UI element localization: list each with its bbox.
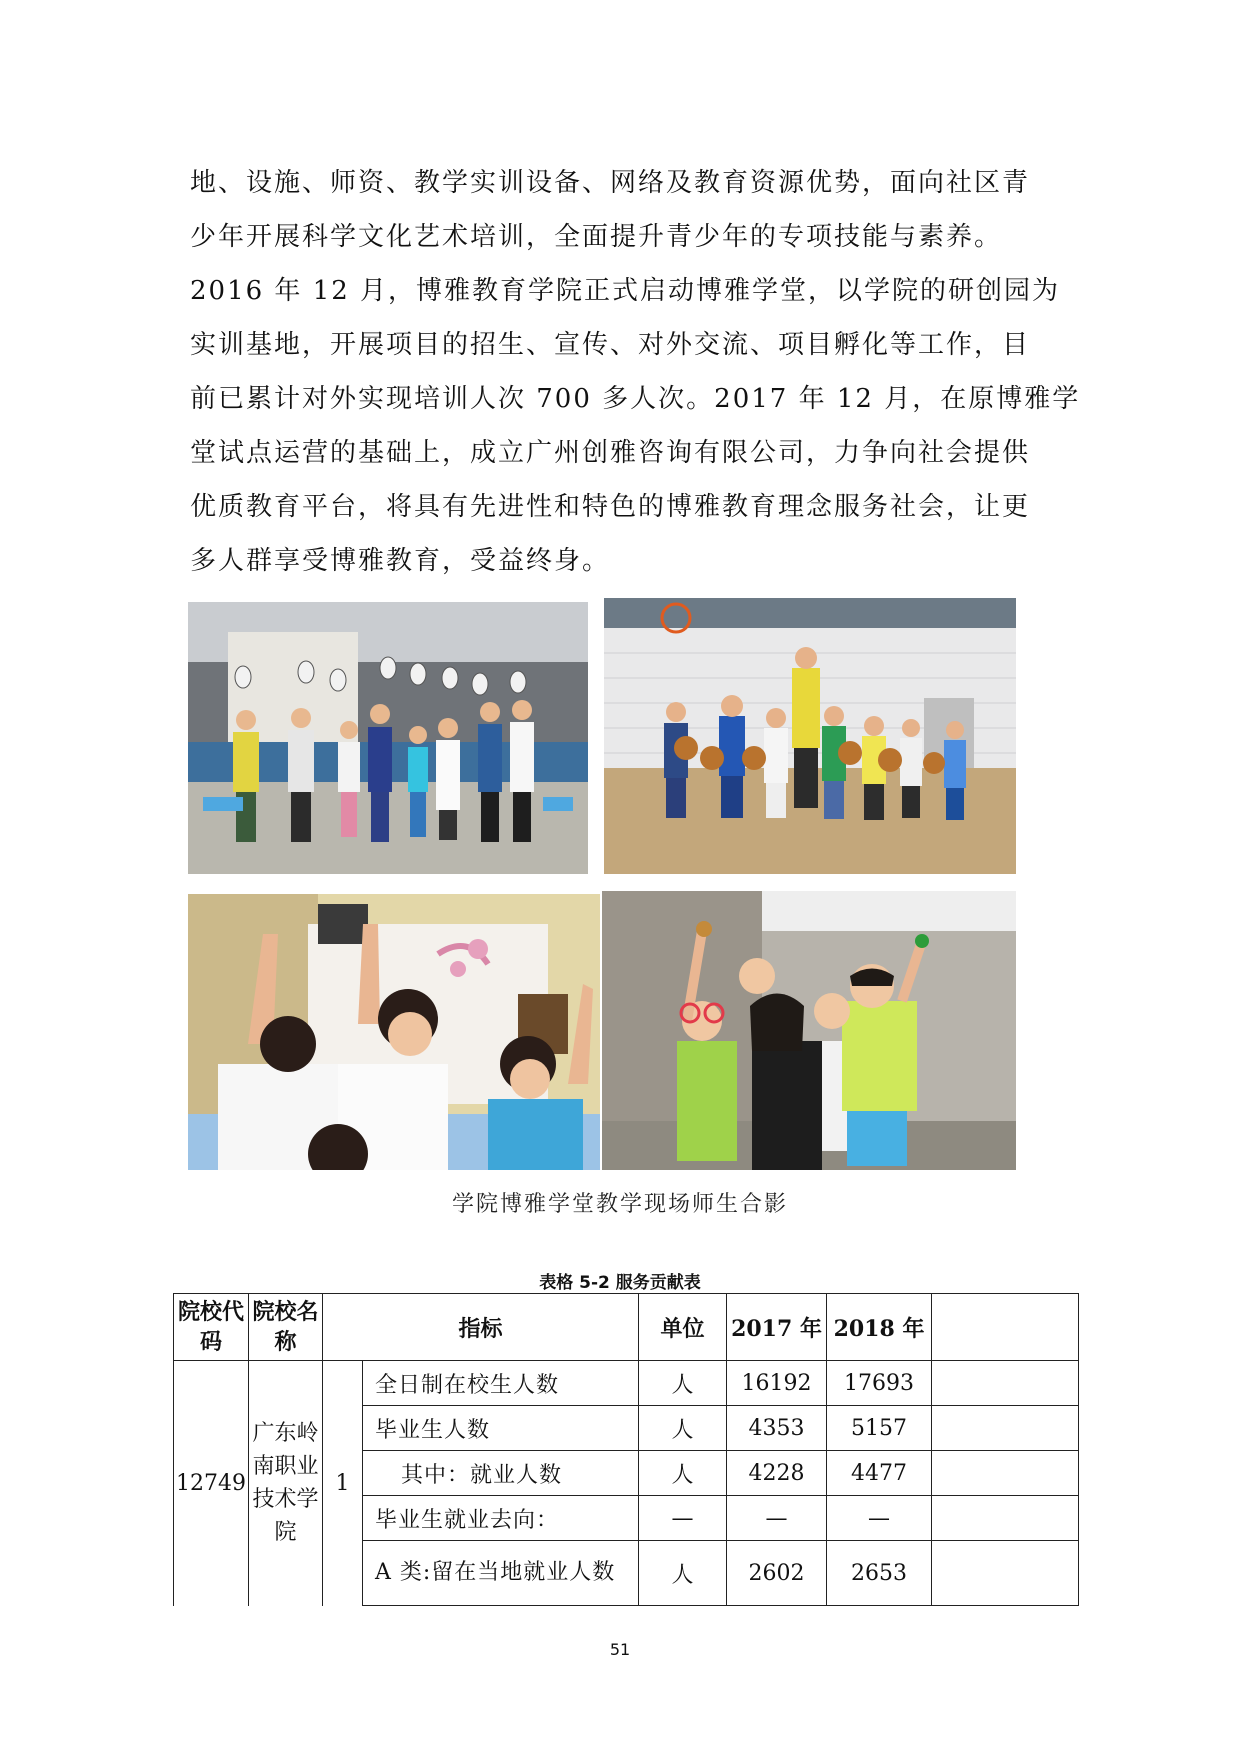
extra-cell [932, 1361, 1079, 1406]
value-2018-cell: 5157 [827, 1406, 932, 1451]
value-2018-cell: — [827, 1496, 932, 1541]
body-paragraph [190, 156, 1081, 588]
header-school-name: 院校名称 [249, 1294, 323, 1361]
photo-dance-class [188, 894, 600, 1170]
value-2017-cell: — [727, 1496, 827, 1541]
paragraph-line: 优质教育平台，将具有先进性和特色的博雅教育理念服务社会，让更 [190, 492, 1031, 522]
extra-cell [932, 1451, 1079, 1496]
unit-cell: 人 [639, 1361, 727, 1406]
value-2017-cell: 4228 [727, 1451, 827, 1496]
paragraph-line: 堂试点运营的基础上，成立广州创雅咨询有限公司，力争向社会提供 [190, 438, 1031, 468]
header-2018: 2018 年 [827, 1294, 932, 1361]
school-name-cell: 广东岭南职业技术学院 [249, 1361, 323, 1606]
table-caption: 表格 5-2 服务贡献表 [539, 1273, 701, 1293]
paragraph-line: 多人群享受博雅教育，受益终身。 [190, 546, 611, 576]
indicator-cell: 全日制在校生人数 [363, 1361, 639, 1406]
unit-cell: 人 [639, 1406, 727, 1451]
header-indicator: 指标 [323, 1294, 639, 1361]
value-2018-cell: 17693 [827, 1361, 932, 1406]
service-contribution-table [173, 1293, 1079, 1606]
paragraph-line: 2016 年 12 月，博雅教育学院正式启动博雅学堂，以学院的研创园为 [190, 276, 1061, 306]
extra-cell [932, 1496, 1079, 1541]
paragraph-line: 前已累计对外实现培训人次 700 多人次。2017 年 12 月，在原博雅学 [190, 384, 1081, 414]
table-header-row [174, 1294, 1079, 1361]
extra-cell [932, 1406, 1079, 1451]
indicator-cell: A 类:留在当地就业人数 [363, 1541, 639, 1606]
extra-cell [932, 1541, 1079, 1606]
header-unit: 单位 [639, 1294, 727, 1361]
table-row [174, 1361, 1079, 1406]
header-extra [932, 1294, 1079, 1361]
unit-cell: 人 [639, 1451, 727, 1496]
photo-basketball-group [604, 598, 1016, 874]
item-number-cell: 1 [323, 1361, 363, 1606]
photo-caption: 学院博雅学堂教学现场师生合影 [451, 1192, 788, 1217]
photo-crafts-group [602, 891, 1016, 1170]
unit-cell: — [639, 1496, 727, 1541]
value-2017-cell: 2602 [727, 1541, 827, 1606]
unit-cell: 人 [639, 1541, 727, 1606]
value-2017-cell: 16192 [727, 1361, 827, 1406]
indicator-cell: 其中：就业人数 [363, 1451, 639, 1496]
value-2018-cell: 2653 [827, 1541, 932, 1606]
indicator-cell: 毕业生人数 [363, 1406, 639, 1451]
page-number: 51 [609, 1640, 631, 1659]
paragraph-line: 实训基地，开展项目的招生、宣传、对外交流、项目孵化等工作，目 [190, 330, 1031, 360]
paragraph-line: 少年开展科学文化艺术培训，全面提升青少年的专项技能与素养。 [190, 222, 1003, 252]
value-2017-cell: 4353 [727, 1406, 827, 1451]
photo-badminton-group [188, 602, 588, 874]
header-2017: 2017 年 [727, 1294, 827, 1361]
header-school-code: 院校代码 [174, 1294, 249, 1361]
school-code-cell: 12749 [174, 1361, 249, 1606]
indicator-cell: 毕业生就业去向： [363, 1496, 639, 1541]
paragraph-line: 地、设施、师资、教学实训设备、网络及教育资源优势，面向社区青 [190, 168, 1031, 198]
value-2018-cell: 4477 [827, 1451, 932, 1496]
